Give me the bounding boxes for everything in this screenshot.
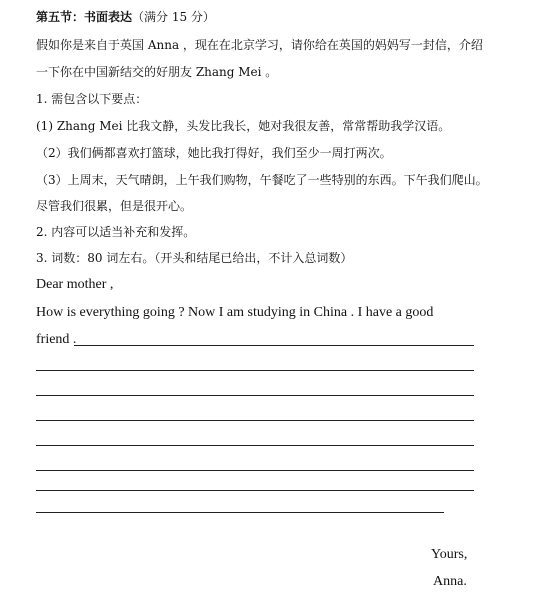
writing-line-1[interactable] — [74, 345, 474, 346]
prompt-line-2: 一下你在中国新结交的好朋友 Zhang Mei 。 — [36, 65, 278, 79]
requirement-1-point-3: （3）上周末，天气晴朗，上午我们购物，午餐吃了一些特别的东西。下午我们爬山。 — [36, 173, 488, 187]
letter-opening-line-1: How is everything going ? Now I am studying in China . I have a good — [36, 305, 434, 320]
requirement-1-point-2: （2）我们俩都喜欢打篮球，她比我打得好，我们至少一周打两次。 — [36, 146, 392, 160]
letter-opening-line-2: friend . — [36, 332, 77, 347]
writing-line-3[interactable] — [36, 395, 474, 396]
letter-greeting: Dear mother , — [36, 277, 114, 292]
requirement-1-point-3-cont: 尽管我们很累，但是很开心。 — [36, 199, 193, 213]
section-score: （满分 15 分） — [132, 10, 215, 24]
requirement-1-point-1: (1) Zhang Mei 比我文静，头发比我长，她对我很友善，常常帮助我学汉语。 — [36, 119, 451, 133]
writing-line-6[interactable] — [36, 470, 474, 471]
writing-line-7[interactable] — [36, 490, 474, 491]
writing-line-5[interactable] — [36, 445, 474, 446]
requirement-1: 1. 需包含以下要点： — [36, 92, 148, 106]
prompt-line-1: 假如你是来自于英国 Anna ，现在在北京学习，请你给在英国的妈妈写一封信，介绍 — [36, 38, 483, 52]
writing-line-2[interactable] — [36, 370, 474, 371]
section-title-bold: 第五节：书面表达 — [36, 10, 133, 24]
section-title — [36, 9, 215, 25]
writing-line-8[interactable] — [36, 512, 444, 513]
requirement-3: 3. 词数：80 词左右。（开头和结尾已给出，不计入总词数） — [36, 251, 353, 265]
requirement-2: 2. 内容可以适当补充和发挥。 — [36, 225, 196, 239]
letter-signature: Anna. — [433, 574, 467, 589]
letter-closing: Yours, — [431, 547, 468, 562]
writing-line-4[interactable] — [36, 420, 474, 421]
